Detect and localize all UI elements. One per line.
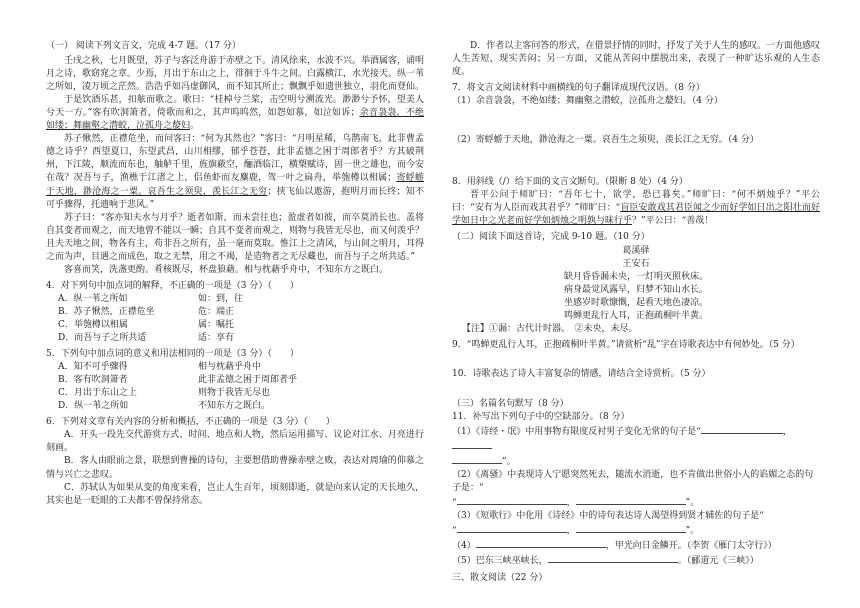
option-row: B．客有吹洞箫者 此非孟德之困于周郎者乎 (58, 375, 298, 386)
left-column (46, 40, 424, 508)
section-title-recitation: （三）名篇名句默写（8 分） (452, 398, 569, 409)
question-8-passage: 晋平公问于师旷曰：“吾年七十，欲学，恐已暮矣。”师旷曰：“何不炳烛乎？”平公曰：“安有为人臣而戏其君乎？”师旷曰：“盲臣安敢戏其君臣闻之少而好学如日出之阳壮而好学如日中之光老而好学如炳烛之明孰与昧行乎？”平公曰：“善哉！ (452, 190, 820, 227)
underlined-sentence-2: 寄蜉蝣于天地，渺沧海之一粟。哀吾生之须臾，羡长江之无穷 (46, 173, 424, 197)
underlined-sentence-1: 余音袅袅，不绝如缕；舞幽壑之潜蛟，泣孤舟之嫠妇 (46, 108, 424, 132)
section-title-poem: （二）阅读下面这首诗，完成 9-10 题。（10 分） (452, 232, 650, 243)
question-5-options (46, 361, 424, 413)
question-9: 9．“鸣蝉更乱行人耳，正抱疏桐叶半黄。”请赏析“乱”字在诗歌表达中有何妙处。（5 分） (452, 339, 800, 350)
option-row: D．而吾与子之所共适 适：享有 (58, 333, 235, 344)
fill-blank[interactable] (457, 523, 567, 533)
poem-line: 病身最觉风露早，归梦不知山水长。 (563, 284, 708, 295)
question-11-part-1: （1）《诗经・氓》中用事物有限度反衬男子变化无常的句子是“ ， ”。 (452, 424, 820, 469)
fill-blank[interactable] (548, 553, 678, 563)
punctuation-target: 盲臣安敢戏其君臣闻之少而好学如日出之阳壮而好学如日中之光老而好学如炳烛之明孰与昧行乎 (452, 203, 820, 227)
option-row: A．纵一苇之所如 如：到，往 (58, 293, 244, 304)
fill-blank[interactable] (457, 495, 567, 505)
answer-space (452, 147, 820, 173)
question-11-part-2: （2）《离骚》中表现诗人宁愿突然死去，随流水消逝，也不肯做出世俗小人的谄媚之态的句子是：“ “ ， ”。 (452, 470, 814, 509)
passage-paragraph-5: 客喜而笑，洗盏更酌。肴核既尽，杯盘狼藉。相与枕藉乎舟中，不知东方之既白。 (64, 264, 389, 275)
question-11: 11．补写出下列句子中的空缺部分。（8 分） (452, 411, 630, 422)
question-8: 8．用斜线（/）给下面的文言文断句。（限断 8 处）（4 分） (452, 177, 688, 188)
fill-blank[interactable] (452, 454, 502, 464)
section-title-prose: 三、散文阅读（22 分） (452, 572, 548, 583)
section-title-classical: （一） 阅读下列文言文，完成 4-7 题。（17 分） (46, 41, 241, 51)
option-row: C．举匏樽以相属 属：嘱托 (58, 319, 235, 330)
question-6-option-d: D．作者以主客问答的形式，在借景抒情的同时，抒发了关于人生的感叹。一方面他感叹人生苦短，现实苦闷；另一方面，又能从苦闷中摆脱出来，表现了一种旷达乐观的人生态度。 (452, 41, 820, 78)
question-7: 7．将文言文阅读材料中画横线的句子翻译成现代汉语。（8 分） (452, 83, 705, 94)
option-row: C．月出于东山之上 则物于我皆无尽也 (58, 388, 271, 399)
question-11-part-3: （3）《短歌行》中化用《诗经》中的诗句表达诗人渴望得到贤才辅佐的句子是“ “ ， ”。 (452, 511, 764, 537)
question-4: 4．对下列句中加点词的解释，不正确的一项是（3 分）（ ） (46, 280, 299, 291)
question-6-option-a: A．开头一段先交代游赏方式、时间、地点和人物，然后运用描写、议论对江水、月亮进行刻画。 (46, 430, 424, 454)
passage-paragraph-4: 苏子曰：“客亦知夫水与月乎？逝者如斯，而未尝往也；盈虚者如彼，而卒莫消长也。盖将自其变者而观之，而天地曾不能以一瞬；自其不变者而观之，则物与我皆无尽也，而又何羡乎？且夫天地之间，物各有主，苟非吾之所有，虽一毫而莫取。惟江上之清风，与山间之明月，耳得之而为声，目遇之而成色，取之无禁，用之不竭，是造物者之无尽藏也，而吾与子之所共适。” (46, 212, 425, 262)
right-column (452, 40, 820, 585)
question-10: 10．诗歌表达了诗人丰富复杂的情感，请结合全诗赏析。（5 分） (452, 368, 711, 379)
question-6: 6．下列对文章有关内容的分析和概括，不正确的一项是（3 分）（ ） (46, 417, 335, 428)
fill-blank[interactable] (452, 439, 492, 449)
answer-space (452, 108, 820, 134)
question-7-part-1: （1）余音袅袅，不绝如缕；舞幽壑之潜蛟，泣孤舟之嫠妇。（4 分） (452, 96, 723, 107)
question-4-options (46, 293, 424, 345)
question-11-part-4: （4） ，甲光向日金鳞开。（李贺《雁门太守行》） (452, 538, 820, 553)
passage-paragraph-1: 壬戌之秋，七月既望，苏子与客泛舟游于赤壁之下。清风徐来，水波不兴。举酒属客，诵明月之诗，歌窈窕之章。少焉，月出于东山之上，徘徊于斗牛之间。白露横江，水光接天。纵一苇之所如，凌万顷之茫然。浩浩乎如冯虚御风，而不知其所止；飘飘乎如遗世独立，羽化而登仙。 (46, 56, 425, 93)
option-row: D．纵一苇之所如 不知东方之既白。 (58, 401, 271, 412)
option-row: A．知不可乎骤得 相与枕藉乎舟中 (58, 362, 262, 373)
option-row: B．苏子愀然，正襟危坐 危：端正 (58, 306, 235, 317)
poem-line: 缺月昏昏漏未央，一灯明灭照秋床。 (563, 271, 708, 282)
question-5: 5．下列句中加点词的意义和用法相同的一项是（3 分）（ ） (46, 349, 299, 360)
passage-paragraph-3: 苏子愀然，正襟危坐，而问客曰：“何为其然也？”客曰：“月明星稀，乌鹊南飞，此非曹孟德之诗乎？西望夏口，东望武昌，山川相缪，郁乎苍苍，此非孟德之困于周郎者乎？方其破荆州，下江陵，顺流而东也，舳舻千里，旌旗蔽空，酾酒临江，横槊赋诗，固一世之雄也，而今安在哉？况吾与子，渔樵于江渚之上，侣鱼虾而友麋鹿，驾一叶之扁舟，举匏樽以相属；寄蜉蝣于天地，渺沧海之一粟。哀吾生之须臾，羡长江之无穷；挟飞仙以遨游，抱明月而长终；知不可乎骤得，托遗响于悲风。” (46, 134, 425, 210)
answer-space (452, 352, 820, 368)
question-7-part-2: （2）寄蜉蝣于天地，渺沧海之一粟。哀吾生之须臾，羡长江之无穷。（4 分） (452, 135, 759, 146)
poem-title: 葛溪驿 (622, 245, 650, 256)
poem-line: 坐感岁时歌慷慨，起看天地色凄凉。 (563, 297, 708, 308)
fill-blank[interactable] (576, 523, 686, 533)
poem-author: 王安石 (622, 258, 650, 269)
poem-line: 鸣蝉更乱行人耳，正抱疏桐叶半黄。 (563, 310, 708, 321)
question-11-part-5: （5）巴东三峡巫峡长， 。（郦道元《三峡》） (452, 553, 820, 568)
passage-paragraph-2: 于是饮酒乐甚，扣舷而歌之。歌曰：“桂棹兮兰桨，击空明兮溯流光。渺渺兮予怀，望美人兮天一方。”客有吹洞箫者，倚歌而和之，其声呜呜然，如怨如慕，如泣如诉；余音袅袅，不绝如缕；舞幽壑之潜蛟，泣孤舟之嫠妇。 (46, 95, 424, 132)
fill-blank[interactable] (576, 495, 686, 505)
fill-blank[interactable] (476, 538, 606, 548)
poem-note: 【注】①漏：古代计时器。 ②未央，未尽。 (462, 323, 638, 334)
answer-space (452, 381, 820, 395)
question-6-option-c: C．苏轼认为如果从变的角度来看，岂止人生百年，顷刻即逝，就是向来认定的天长地久，其实也是一眨眼的工夫都不曾保持常态。 (46, 482, 424, 506)
question-6-option-b: B．客人由眼前之景，联想到曹操的诗句，主要想借助曹操赤壁之败，表达对周瑜的仰慕之情与兴亡之悲叹。 (46, 456, 424, 480)
fill-blank[interactable] (701, 424, 783, 434)
